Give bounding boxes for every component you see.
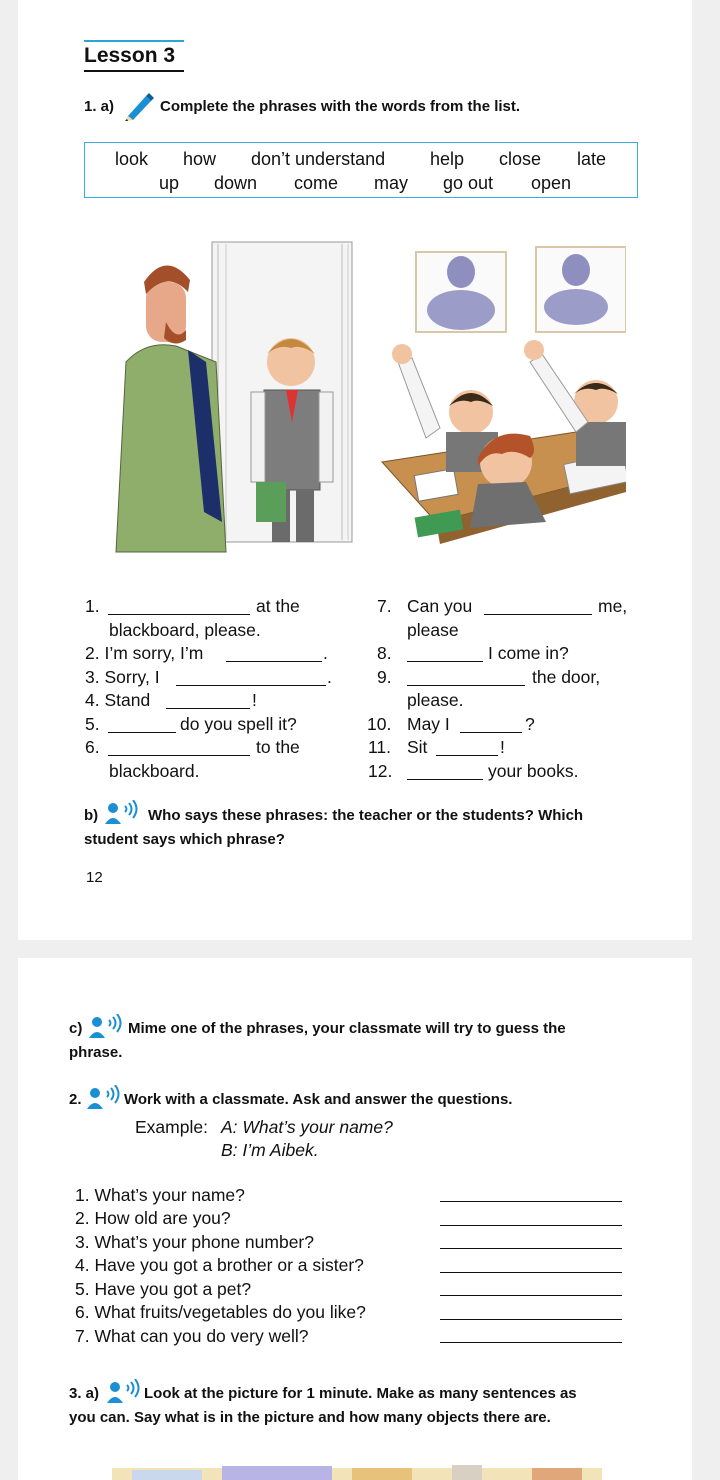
room-illustration-partial [112,1462,602,1480]
word-look: look [115,149,149,169]
blank-4[interactable] [166,708,250,709]
phrase-7-continued: please [407,620,459,640]
word-close: close [499,149,542,169]
blank-9[interactable] [407,685,525,686]
exercise-2-number: 2. [69,1091,82,1108]
speaking-person-icon [88,1014,128,1045]
phrase-6-number: 6. [85,737,100,757]
blank-2[interactable] [226,661,322,662]
phrase-9-continued: please. [407,690,464,710]
word-up: up [159,173,180,193]
phrase-8-text: I come in? [488,643,569,663]
phrase-11-text: Sit [407,737,428,757]
example-label: Example: [135,1117,208,1137]
question-6: 6. What fruits/vegetables do you like? [75,1302,366,1322]
phrase-8-number: 8. [377,643,392,663]
phrase-3-text: 3. Sorry, I [85,667,160,687]
answer-line-5[interactable] [440,1295,622,1296]
phrase-6-text: to the [256,737,300,757]
exercise-1a-instruction: Complete the phrases with the words from the list. [160,98,521,115]
phrase-3-end: . [327,667,332,687]
lesson-title: Lesson 3 [84,44,176,67]
title-underline [84,70,184,72]
answer-line-4[interactable] [440,1272,622,1273]
answer-line-6[interactable] [440,1319,622,1320]
answer-line-7[interactable] [440,1342,622,1343]
question-5: 5. Have you got a pet? [75,1279,252,1299]
phrase-11-number: 11. [368,737,392,757]
blank-10[interactable] [460,732,522,733]
exercise-2-instruction: Work with a classmate. Ask and answer the questions. [124,1091,513,1108]
phrase-2-end: . [323,643,328,663]
exercise-1b-number: b) [84,807,99,824]
question-1: 1. What’s your name? [75,1185,245,1205]
pencil-icon [122,90,156,127]
phrase-7-text: Can you [407,596,473,616]
example-question: A: What’s your name? [221,1117,393,1137]
word-go-out: go out [443,173,494,193]
question-2: 2. How old are you? [75,1208,231,1228]
phrase-7-number: 7. [377,596,392,616]
word-late: late [577,149,607,169]
classroom-illustration [106,222,626,562]
textbook-page-13 [18,958,692,1480]
phrase-1-continued: blackboard, please. [109,620,261,640]
answer-line-2[interactable] [440,1225,622,1226]
answer-line-1[interactable] [440,1201,622,1202]
phrase-4-end: ! [252,690,257,710]
answer-line-3[interactable] [440,1248,622,1249]
exercise-1c-number: c) [69,1020,83,1037]
word-down: down [214,173,258,193]
word-dont-understand: don’t understand [251,149,386,169]
speaking-person-icon [106,1379,146,1410]
title-top-rule [84,40,184,42]
phrase-10-number: 10. [367,714,392,734]
question-7: 7. What can you do very well? [75,1326,309,1346]
blank-11[interactable] [436,755,498,756]
exercise-1c-line1: Mime one of the phrases, your classmate will try to guess the [128,1020,566,1037]
exercise-3a-line1: Look at the picture for 1 minute. Make as many sentences as [144,1385,577,1402]
exercise-1c-line2: phrase. [69,1044,123,1061]
phrase-11-end: ! [500,737,505,757]
phrase-1-text: at the [256,596,300,616]
exercise-1b-line1: Who says these phrases: the teacher or the students? Which [148,807,584,824]
exercise-1b-line2: student says which phrase? [84,831,285,848]
question-3: 3. What’s your phone number? [75,1232,314,1252]
phrase-12-number: 12. [368,761,393,781]
blank-12[interactable] [407,779,483,780]
phrase-4-text: 4. Stand [85,690,151,710]
exercise-3a-line2: you can. Say what is in the picture and how many objects there are. [69,1409,551,1426]
word-come: come [294,173,339,193]
phrase-9-text: the door, [532,667,601,687]
blank-7[interactable] [484,614,592,615]
phrase-10-text: May I [407,714,450,734]
example-answer: B: I’m Aibek. [221,1140,319,1160]
textbook-page-12 [18,0,692,940]
question-4: 4. Have you got a brother or a sister? [75,1255,364,1275]
word-open: open [531,173,572,193]
blank-8[interactable] [407,661,483,662]
blank-1[interactable] [108,614,250,615]
phrase-5-number: 5. [85,714,100,734]
phrase-2-text: 2. I’m sorry, I’m [85,643,204,663]
word-may: may [374,173,409,193]
exercise-3a-number: 3. a) [69,1385,100,1402]
speaking-person-icon [104,800,144,831]
phrase-1-number: 1. [85,596,100,616]
word-list-box [84,142,638,198]
phrase-10-end: ? [525,714,535,734]
page-number: 12 [86,869,103,886]
blank-6[interactable] [108,755,250,756]
phrase-12-text: your books. [488,761,579,781]
blank-5[interactable] [108,732,176,733]
phrase-9-number: 9. [377,667,392,687]
exercise-1a-number: 1. a) [84,98,115,115]
speaking-person-icon [86,1085,126,1116]
phrase-7-end: me, [598,596,628,616]
blank-3[interactable] [176,685,326,686]
phrase-6-continued: blackboard. [109,761,200,781]
phrase-5-text: do you spell it? [180,714,297,734]
word-how: how [183,149,217,169]
word-help: help [430,149,465,169]
